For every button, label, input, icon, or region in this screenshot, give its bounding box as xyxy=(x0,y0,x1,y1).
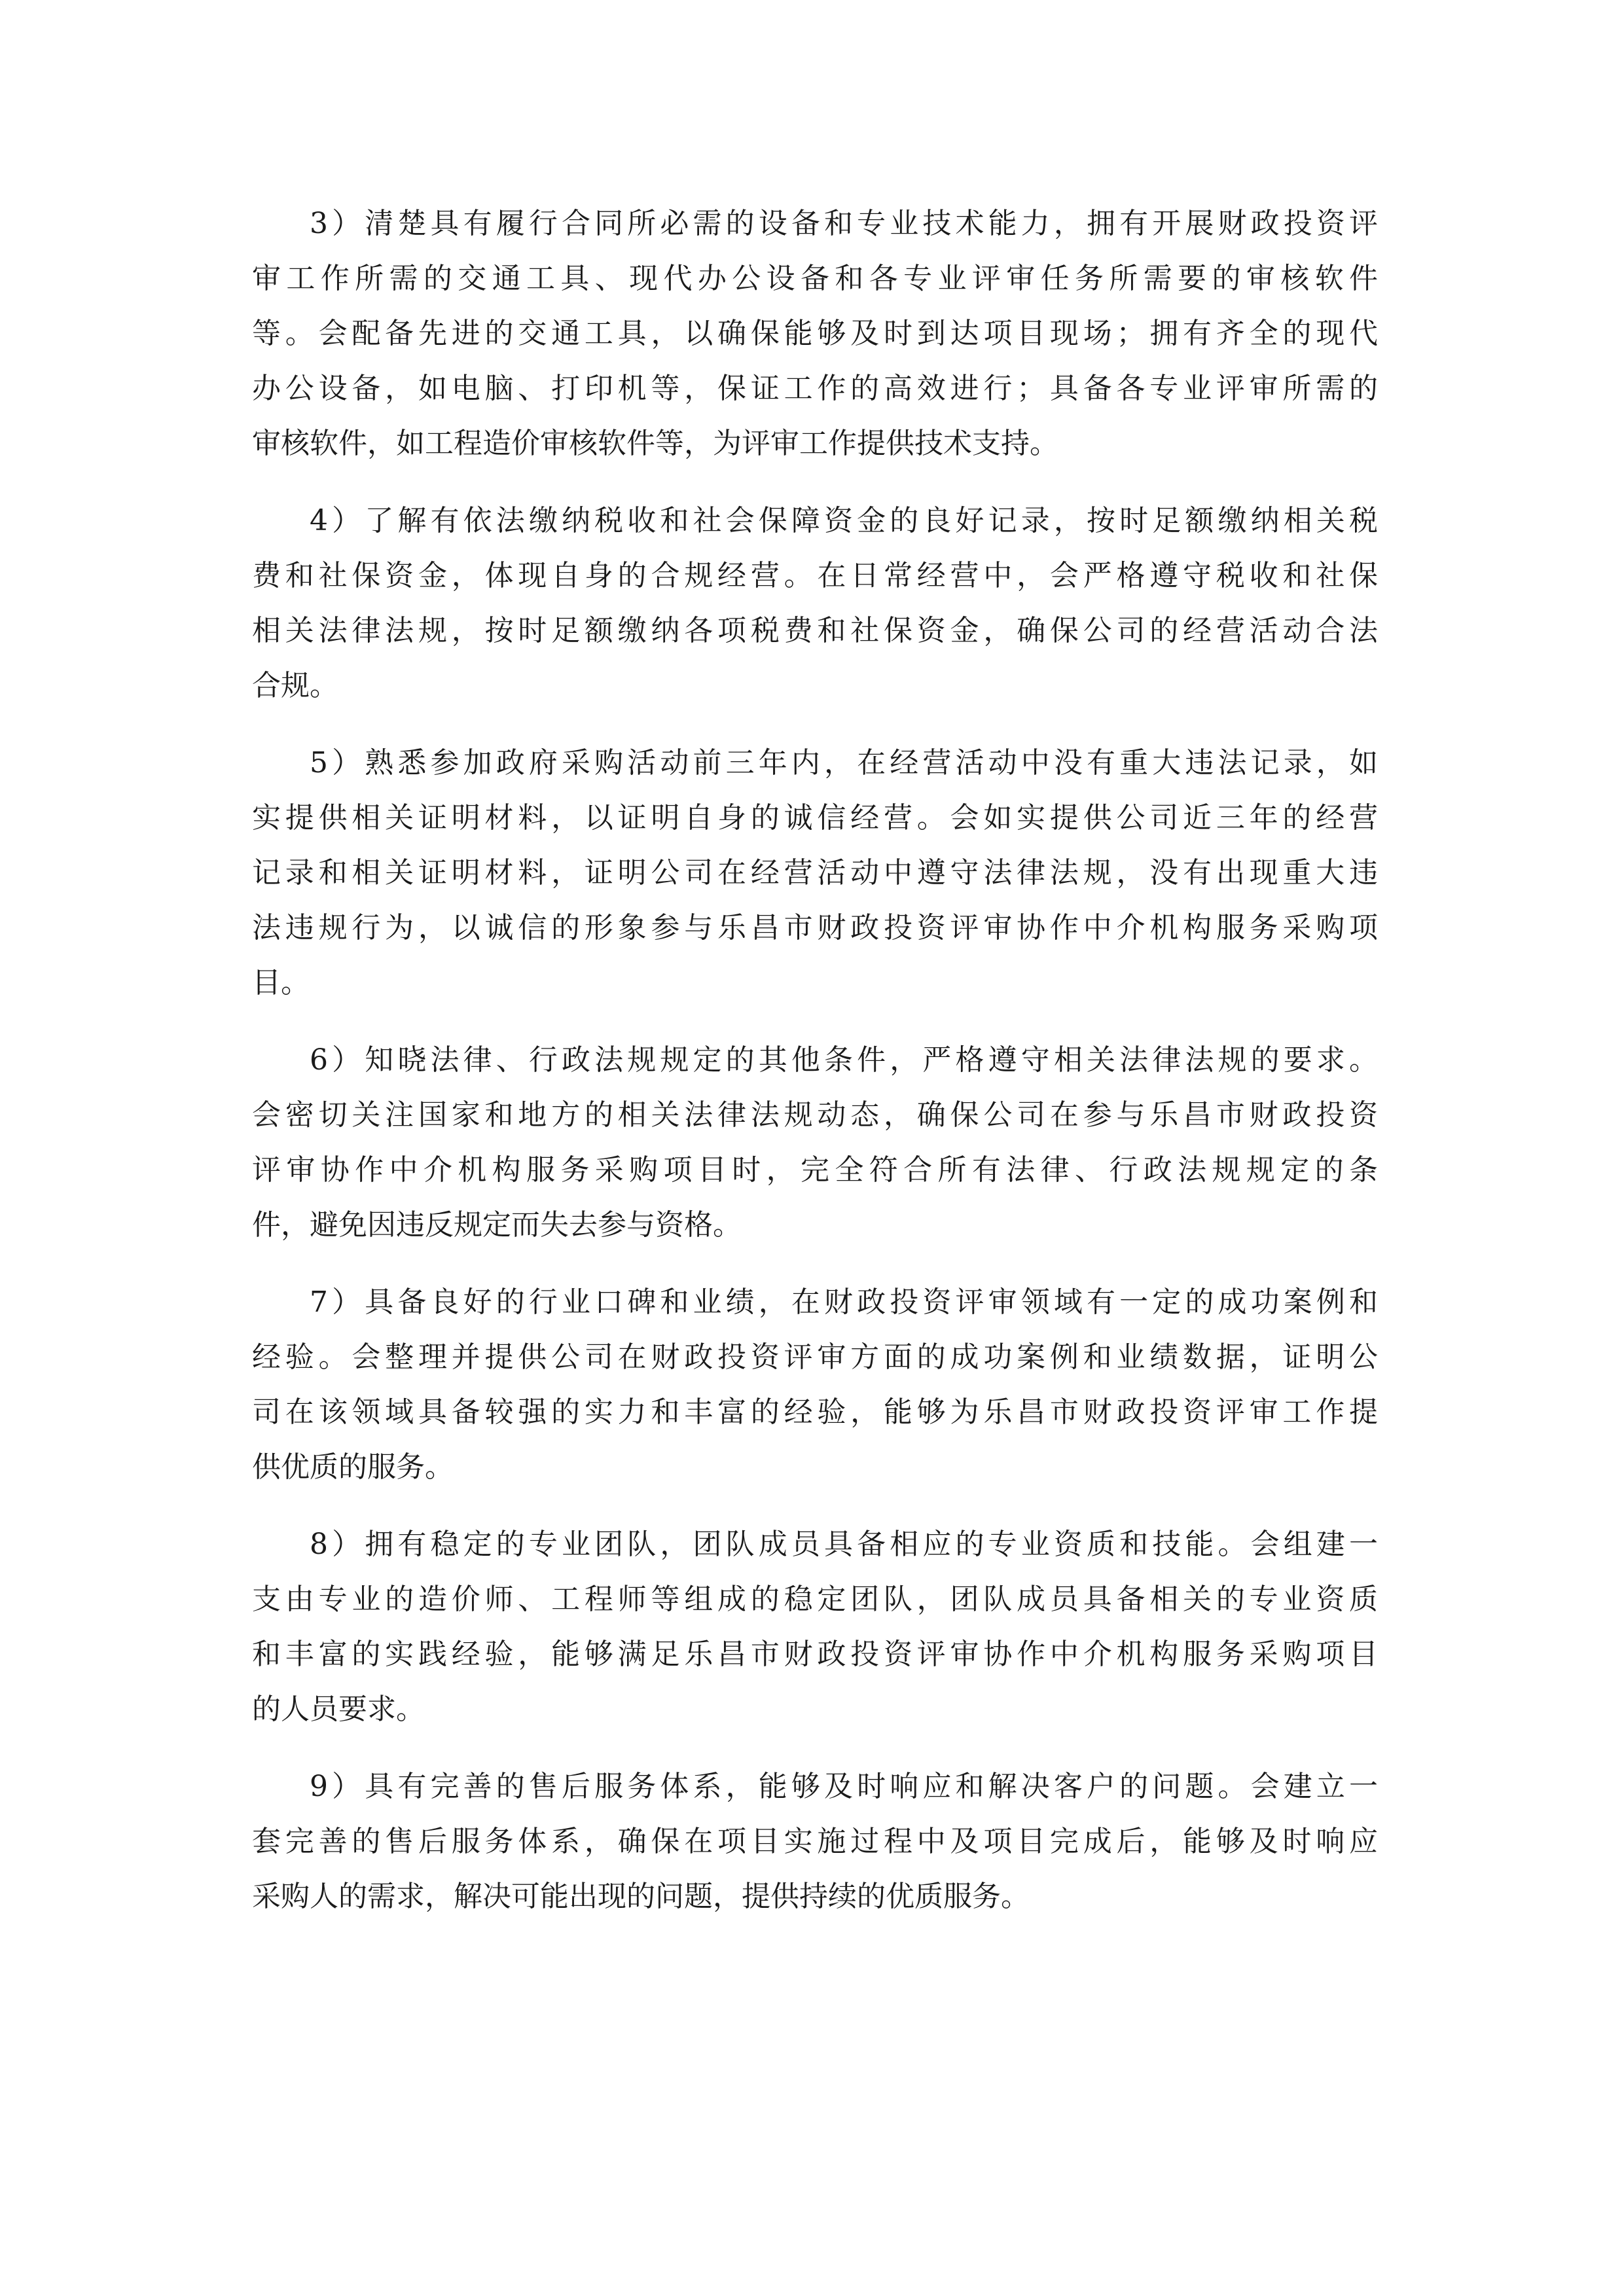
paragraph-line: 等。会配备先进的交通工具，以确保能够及时到达项目现场；拥有齐全的现代 xyxy=(252,317,1378,350)
paragraph-line: 9）具有完善的售后服务体系，能够及时响应和解决客户的问题。会建立一 xyxy=(310,1770,1378,1803)
list-item-7 xyxy=(252,1275,1378,1495)
paragraph-line: 费和社保资金，体现自身的合规经营。在日常经营中，会严格遵守税收和社保 xyxy=(252,559,1378,592)
paragraph-line: 和丰富的实践经验，能够满足乐昌市财政投资评审协作中介机构服务采购项目 xyxy=(252,1638,1378,1671)
list-item-9 xyxy=(252,1759,1378,1924)
paragraph-line: 件，避免因违反规定而失去参与资格。 xyxy=(252,1208,742,1242)
paragraph-line: 供优质的服务。 xyxy=(252,1450,454,1484)
document-body xyxy=(252,196,1378,1946)
paragraph-line: 6）知晓法律、行政法规规定的其他条件，严格遵守相关法律法规的要求。 xyxy=(310,1043,1378,1077)
paragraph-line: 相关法律法规，按时足额缴纳各项税费和社保资金，确保公司的经营活动合法 xyxy=(252,614,1378,647)
list-item-6 xyxy=(252,1033,1378,1253)
paragraph-line: 经验。会整理并提供公司在财政投资评审方面的成功案例和业绩数据，证明公 xyxy=(252,1340,1378,1374)
paragraph-line: 4）了解有依法缴纳税收和社会保障资金的良好记录，按时足额缴纳相关税 xyxy=(310,504,1378,537)
paragraph-line: 的人员要求。 xyxy=(252,1693,425,1726)
list-item-5 xyxy=(252,736,1378,1011)
list-item-3 xyxy=(252,196,1378,471)
paragraph-line: 审核软件，如工程造价审核软件等，为评审工作提供技术支持。 xyxy=(252,427,1058,460)
paragraph-line: 审工作所需的交通工具、现代办公设备和各专业评审任务所需要的审核软件 xyxy=(252,262,1378,295)
paragraph-line: 办公设备，如电脑、打印机等，保证工作的高效进行；具备各专业评审所需的 xyxy=(252,372,1378,405)
paragraph-line: 3）清楚具有履行合同所必需的设备和专业技术能力，拥有开展财政投资评 xyxy=(310,207,1378,240)
paragraph-line: 会密切关注国家和地方的相关法律法规动态，确保公司在参与乐昌市财政投资 xyxy=(252,1098,1378,1132)
paragraph-line: 采购人的需求，解决可能出现的问题，提供持续的优质服务。 xyxy=(252,1880,1030,1913)
paragraph-line: 记录和相关证明材料，证明公司在经营活动中遵守法律法规，没有出现重大违 xyxy=(252,856,1378,889)
paragraph-line: 法违规行为，以诚信的形象参与乐昌市财政投资评审协作中介机构服务采购项 xyxy=(252,911,1378,944)
paragraph-line: 套完善的售后服务体系，确保在项目实施过程中及项目完成后，能够及时响应 xyxy=(252,1825,1378,1858)
paragraph-line: 支由专业的造价师、工程师等组成的稳定团队，团队成员具备相关的专业资质 xyxy=(252,1583,1378,1616)
paragraph-line: 合规。 xyxy=(252,669,338,702)
paragraph-line: 评审协作中介机构服务采购项目时，完全符合所有法律、行政法规规定的条 xyxy=(252,1153,1378,1187)
paragraph-line: 目。 xyxy=(252,966,310,999)
paragraph-line: 7）具备良好的行业口碑和业绩，在财政投资评审领域有一定的成功案例和 xyxy=(310,1285,1378,1319)
paragraph-line: 8）拥有稳定的专业团队，团队成员具备相应的专业资质和技能。会组建一 xyxy=(310,1528,1378,1561)
paragraph-line: 实提供相关证明材料，以证明自身的诚信经营。会如实提供公司近三年的经营 xyxy=(252,801,1378,834)
list-item-8 xyxy=(252,1517,1378,1737)
paragraph-line: 司在该领域具备较强的实力和丰富的经验，能够为乐昌市财政投资评审工作提 xyxy=(252,1395,1378,1429)
list-item-4 xyxy=(252,493,1378,713)
paragraph-line: 5）熟悉参加政府采购活动前三年内，在经营活动中没有重大违法记录，如 xyxy=(310,746,1378,780)
